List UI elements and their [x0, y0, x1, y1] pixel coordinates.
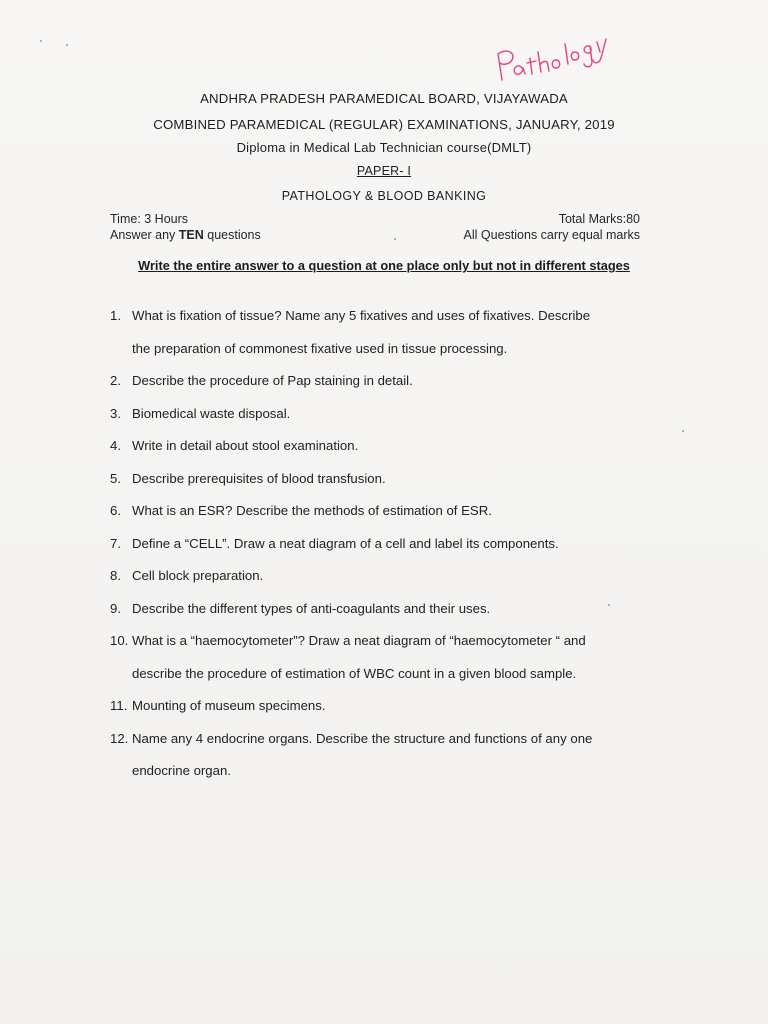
- paper-speck: [66, 44, 68, 46]
- board-name: ANDHRA PRADESH PARAMEDICAL BOARD, VIJAYAWADA: [200, 91, 568, 106]
- question-number: 3.: [110, 405, 121, 421]
- question-item: [110, 463, 670, 496]
- question-text-line: Cell block preparation.: [132, 568, 264, 583]
- question-number: 2.: [110, 373, 121, 388]
- question-item: [110, 625, 670, 690]
- handwritten-pathology-drawing: [488, 30, 618, 90]
- paper-speck: [394, 238, 396, 240]
- answer-instruction-note: Write the entire answer to a question at one place only but not in different stages: [138, 258, 630, 273]
- question-text-line: Mounting of museum specimens.: [132, 698, 326, 713]
- question-item: [110, 300, 670, 365]
- total-marks: Total Marks:80: [558, 212, 640, 226]
- question-number: 6.: [110, 503, 121, 518]
- question-item: [110, 365, 670, 398]
- question-text-line: Name any 4 endocrine organs. Describe the structure and functions of any one: [132, 730, 593, 746]
- question-item: [110, 690, 670, 723]
- question-item: [110, 528, 670, 561]
- subject-title: PATHOLOGY & BLOOD BANKING: [281, 189, 487, 203]
- question-number: 1.: [110, 308, 121, 323]
- question-list: [110, 300, 670, 788]
- question-number: 10.: [110, 633, 129, 648]
- paper-number: PAPER- I: [356, 164, 412, 178]
- question-item: [110, 398, 670, 431]
- question-number: 8.: [110, 568, 121, 583]
- paper-speck: [682, 430, 684, 432]
- paper-speck: [40, 40, 42, 42]
- question-text-line: Describe the different types of anti-coagulants and their uses.: [132, 600, 491, 616]
- course-title: Diploma in Medical Lab Technician course(DMLT): [236, 140, 532, 155]
- question-text-line: Biomedical waste disposal.: [132, 405, 291, 421]
- paper-speck: [608, 604, 610, 606]
- question-number: 4.: [110, 438, 121, 453]
- question-text-line: What is a “haemocytometer”? Draw a neat diagram of “haemocytometer “ and: [132, 633, 586, 648]
- equal-marks-note: All Questions carry equal marks: [463, 228, 640, 242]
- question-number: 7.: [110, 535, 121, 551]
- question-text-line: describe the procedure of estimation of WBC count in a given blood sample.: [132, 665, 577, 681]
- question-number: 9.: [110, 600, 121, 616]
- question-item: [110, 723, 670, 788]
- answer-count: TEN: [178, 228, 204, 242]
- question-item: [110, 495, 670, 528]
- answer-instruction: [110, 228, 261, 242]
- question-text-line: Describe the procedure of Pap staining in detail.: [132, 373, 413, 388]
- question-item: [110, 560, 670, 593]
- question-text-line: Describe prerequisites of blood transfusion.: [132, 470, 386, 486]
- answer-prefix: Answer any: [110, 228, 179, 242]
- question-text-line: What is fixation of tissue? Name any 5 fixatives and uses of fixatives. Describe: [132, 308, 591, 323]
- handwritten-pathology-annotation: [488, 30, 618, 90]
- question-number: 12.: [110, 730, 129, 746]
- time-limit: Time: 3 Hours: [110, 212, 189, 226]
- question-item: [110, 430, 670, 463]
- question-item: [110, 593, 670, 626]
- question-text-line: endocrine organ.: [132, 763, 231, 778]
- exam-title: COMBINED PARAMEDICAL (REGULAR) EXAMINATIONS, JANUARY, 2019: [153, 117, 615, 132]
- question-number: 5.: [110, 470, 121, 486]
- question-number: 11.: [110, 698, 128, 713]
- question-text-line: Define a “CELL”. Draw a neat diagram of a cell and label its components.: [132, 535, 559, 551]
- question-text-line: Write in detail about stool examination.: [132, 438, 359, 453]
- answer-suffix: questions: [203, 228, 261, 242]
- question-text-line: the preparation of commonest fixative used in tissue processing.: [132, 340, 508, 356]
- question-text-line: What is an ESR? Describe the methods of estimation of ESR.: [132, 503, 492, 518]
